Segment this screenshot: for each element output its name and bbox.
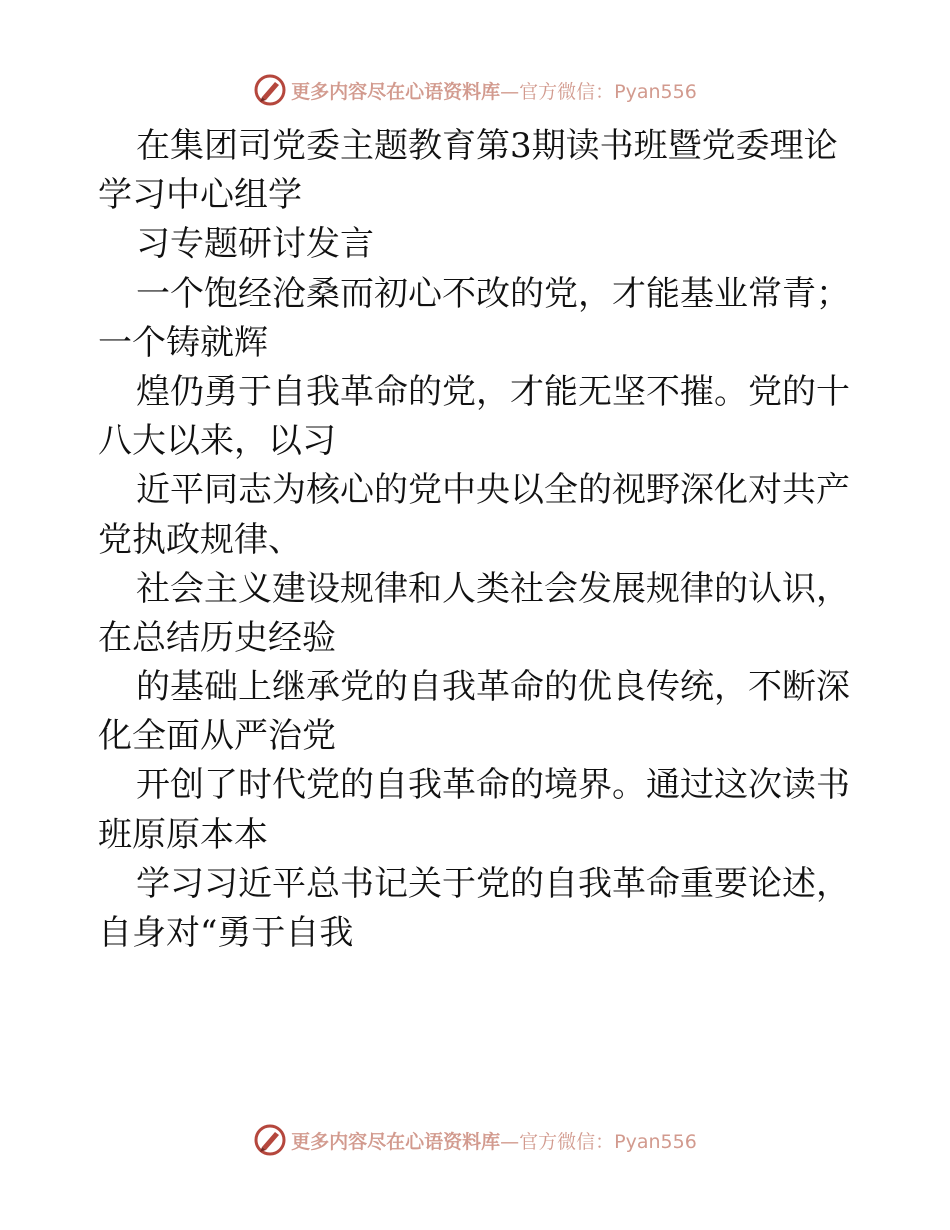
- document-body: [98, 122, 858, 958]
- text-line: 班原原本本: [98, 814, 268, 855]
- text-line: 开创了时代党的自我革命的境界。通过这次读书: [136, 765, 850, 806]
- text-line: 一个铸就辉: [98, 322, 268, 363]
- text-line: 化全面从严治党: [98, 716, 336, 757]
- watermark-main-text: 更多内容尽在心语资料库: [291, 1130, 501, 1153]
- text-line: 自身对“勇于自我: [98, 913, 354, 953]
- pen-circle-logo-icon: [253, 73, 287, 107]
- text-line: 社会主义建设规律和人类社会发展规律的认识，: [136, 568, 850, 609]
- text-line: 学习习近平总书记关于党的自我革命重要论述，: [136, 863, 850, 904]
- text-line: 党执政规律、: [98, 519, 302, 560]
- text-line: 煌仍勇于自我革命的党，才能无坚不摧。党的十: [136, 371, 850, 412]
- text-line: 八大以来，以习: [98, 421, 336, 462]
- text-line: 学习中心组学: [98, 175, 302, 216]
- pen-circle-logo-icon: [253, 1123, 287, 1157]
- footer-watermark: [0, 1120, 950, 1160]
- text-line: 在总结历史经验: [98, 617, 336, 658]
- text-line: 在集团司党委主题教育第3期读书班暨党委理论: [136, 126, 838, 166]
- watermark-sub-text: —官方微信：Pyan556: [500, 80, 697, 103]
- text-line: 一个饱经沧桑而初心不改的党，才能基业常青；: [136, 273, 850, 314]
- text-line: 的基础上继承党的自我革命的优良传统，不断深: [136, 667, 850, 708]
- watermark-sub-text: —官方微信：Pyan556: [500, 1130, 697, 1153]
- header-watermark: [0, 70, 950, 110]
- text-line: 习专题研讨发言: [136, 224, 374, 265]
- text-line: 近平同志为核心的党中央以全的视野深化对共产: [136, 470, 850, 511]
- watermark-main-text: 更多内容尽在心语资料库: [291, 80, 501, 103]
